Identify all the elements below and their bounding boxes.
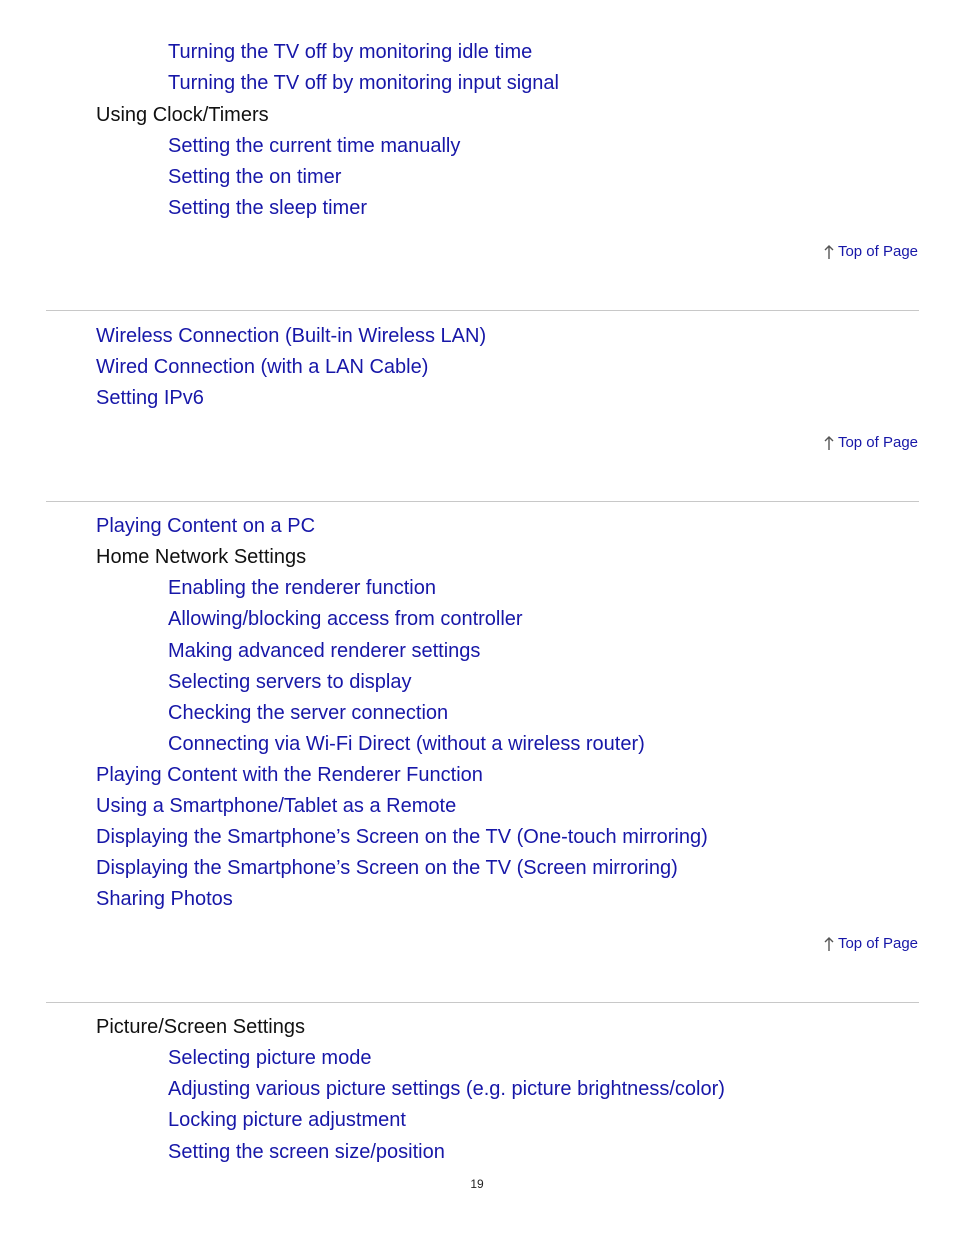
top-of-page-link[interactable] <box>823 243 918 261</box>
link-sharing-photos[interactable]: Sharing Photos <box>96 888 233 910</box>
link-server-connection[interactable]: Checking the server connection <box>168 702 449 724</box>
page-number: 19 <box>470 1177 484 1191</box>
section-divider <box>46 501 919 502</box>
top-of-page-label: Top of Page <box>837 935 918 952</box>
link-on-timer[interactable]: Setting the on timer <box>168 166 342 188</box>
top-of-page-label: Top of Page <box>837 243 918 260</box>
link-playing-content-pc[interactable]: Playing Content on a PC <box>96 515 316 537</box>
link-current-time[interactable]: Setting the current time manually <box>168 135 461 157</box>
link-access-controller[interactable]: Allowing/blocking access from controller <box>168 608 523 630</box>
link-wifi-direct[interactable]: Connecting via Wi-Fi Direct (without a wireless router) <box>168 733 645 755</box>
heading-picture-screen: Picture/Screen Settings <box>96 1016 305 1038</box>
link-renderer-function[interactable]: Enabling the renderer function <box>168 577 436 599</box>
link-idle-time[interactable]: Turning the TV off by monitoring idle time <box>168 41 533 63</box>
link-input-signal[interactable]: Turning the TV off by monitoring input signal <box>168 72 559 94</box>
link-selecting-servers[interactable]: Selecting servers to display <box>168 671 412 693</box>
link-screen-mirroring[interactable]: Displaying the Smartphone’s Screen on the TV (Screen mirroring) <box>96 857 678 879</box>
up-arrow-icon <box>823 936 835 952</box>
section-divider <box>46 310 919 311</box>
link-advanced-renderer[interactable]: Making advanced renderer settings <box>168 640 481 662</box>
link-wired-connection[interactable]: Wired Connection (with a LAN Cable) <box>96 356 429 378</box>
link-setting-ipv6[interactable]: Setting IPv6 <box>96 387 204 409</box>
link-one-touch-mirroring[interactable]: Displaying the Smartphone’s Screen on the TV (One-touch mirroring) <box>96 826 708 848</box>
link-sleep-timer[interactable]: Setting the sleep timer <box>168 197 367 219</box>
top-of-page-link[interactable] <box>823 935 918 953</box>
link-locking-picture[interactable]: Locking picture adjustment <box>168 1109 406 1131</box>
top-of-page-label: Top of Page <box>837 434 918 451</box>
link-renderer-playing[interactable]: Playing Content with the Renderer Function <box>96 764 483 786</box>
heading-clock-timers: Using Clock/Timers <box>96 104 269 126</box>
link-screen-size[interactable]: Setting the screen size/position <box>168 1141 445 1163</box>
link-smartphone-remote[interactable]: Using a Smartphone/Tablet as a Remote <box>96 795 457 817</box>
heading-home-network: Home Network Settings <box>96 546 307 568</box>
link-picture-mode[interactable]: Selecting picture mode <box>168 1047 372 1069</box>
link-picture-settings[interactable]: Adjusting various picture settings (e.g. picture brightness/color) <box>168 1078 725 1100</box>
link-wireless-connection[interactable]: Wireless Connection (Built-in Wireless LAN) <box>96 325 487 347</box>
section-divider <box>46 1002 919 1003</box>
up-arrow-icon <box>823 244 835 260</box>
top-of-page-link[interactable] <box>823 434 918 452</box>
up-arrow-icon <box>823 435 835 451</box>
